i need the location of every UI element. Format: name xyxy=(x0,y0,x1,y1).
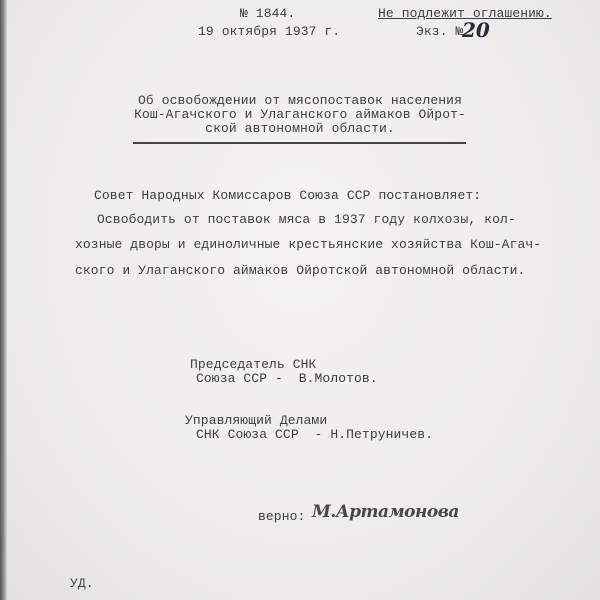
title-line-1: Об освобождении от мясопоставок населения xyxy=(138,93,462,108)
body-line-3: хозные дворы и единоличные крестьянские хозяйства Кош-Агач- xyxy=(75,237,542,252)
chairman-signature-line: Союза ССР - В.Молотов. xyxy=(196,371,378,386)
body-line-4: ского и Улаганского аймаков Ойротской автономной области. xyxy=(75,263,526,278)
manager-title: Управляющий Делами xyxy=(185,413,328,428)
chairman-title: Председатель СНК xyxy=(190,357,317,372)
document-date: 19 октября 1937 г. xyxy=(198,24,341,39)
body-line-1: Совет Народных Комиссаров Союза ССР постановляет: xyxy=(94,188,482,203)
scan-edge-shadow xyxy=(0,0,7,600)
document-number: № 1844. xyxy=(240,6,296,21)
certified-label: верно: xyxy=(258,509,306,524)
title-line-2: Кош-Агачского и Улаганского аймаков Ойрот- xyxy=(134,107,466,122)
title-underline xyxy=(133,142,466,144)
body-line-2: Освободить от поставок мяса в 1937 году колхозы, кол- xyxy=(97,212,516,227)
copy-number-handwritten: 20 xyxy=(462,18,490,42)
handwritten-signature: М.Артамонова xyxy=(312,502,459,522)
copy-label: Экз. № xyxy=(416,24,464,39)
manager-signature-line: СНК Союза ССР - Н.Петруничев. xyxy=(196,427,434,442)
typist-initials: УД. xyxy=(70,576,94,591)
title-line-3: ской автономной области. xyxy=(205,121,395,136)
classification-stamp: Не подлежит оглашению. xyxy=(378,6,552,21)
